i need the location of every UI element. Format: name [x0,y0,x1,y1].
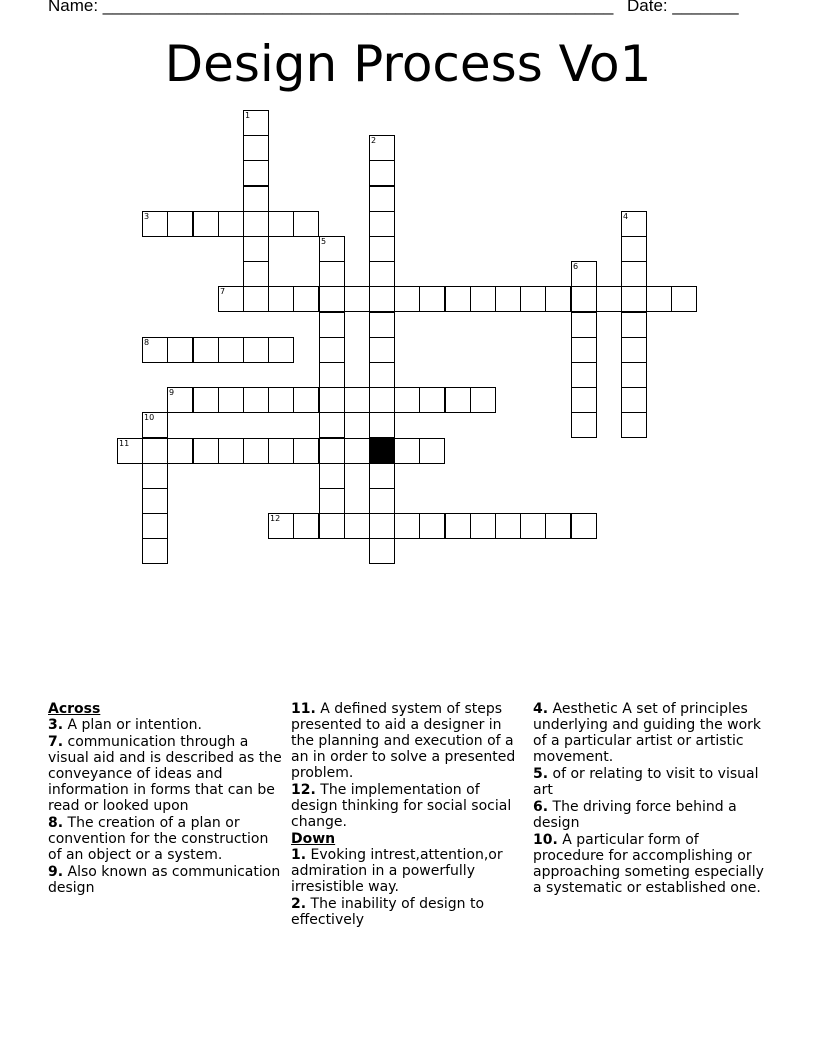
grid-cell[interactable] [142,488,168,514]
grid-cell[interactable] [193,387,219,413]
clue-number-label: 3 [144,212,150,221]
clue-number-label: 9 [169,388,175,397]
grid-cell[interactable] [268,337,294,363]
grid-cell[interactable] [369,236,395,262]
grid-cell[interactable] [495,513,521,539]
grid-cell[interactable] [621,362,647,388]
clue-text: The implementation of design thinking for social social change. [291,782,512,830]
clue-number: 2. [291,896,307,912]
grid-cell[interactable] [369,286,395,312]
grid-cell[interactable] [268,286,294,312]
grid-cell[interactable] [218,286,244,312]
grid-cell[interactable] [419,513,445,539]
grid-cell[interactable] [218,438,244,464]
grid-cell[interactable] [369,312,395,338]
grid-cell[interactable] [293,286,319,312]
grid-cell[interactable] [117,438,143,464]
clue-text: A plan or intention. [63,717,202,733]
grid-cell[interactable] [319,513,345,539]
grid-cell[interactable] [268,387,294,413]
across-clue-9 [48,864,284,896]
grid-cell[interactable] [445,513,471,539]
grid-cell[interactable] [319,261,345,287]
grid-cell[interactable] [495,286,521,312]
clue-text: The inability of design to effectively [291,896,485,928]
grid-cell[interactable] [545,513,571,539]
grid-cell[interactable] [218,337,244,363]
grid-cell[interactable] [193,337,219,363]
clue-text: A particular form of procedure for accomplishing or approaching someting especially a systematic or established one. [533,832,764,896]
clue-number: 7. [48,734,64,750]
grid-cell[interactable] [621,312,647,338]
grid-cell[interactable] [571,261,597,287]
grid-cell[interactable] [621,211,647,237]
grid-cell[interactable] [369,211,395,237]
grid-cell[interactable] [319,412,345,438]
grid-cell[interactable] [445,387,471,413]
grid-cell[interactable] [319,463,345,489]
down-clue-4 [533,701,769,765]
grid-cell[interactable] [319,438,345,464]
date-field[interactable]: Date: _______ [627,0,739,15]
grid-cell[interactable] [344,513,370,539]
clue-number: 8. [48,815,64,831]
grid-cell[interactable] [571,286,597,312]
clue-number-label: 6 [573,262,579,271]
grid-cell[interactable] [142,438,168,464]
grid-cell[interactable] [470,387,496,413]
grid-cell[interactable] [193,438,219,464]
grid-cell[interactable] [243,135,269,161]
grid-cell[interactable] [319,286,345,312]
grid-cell[interactable] [344,387,370,413]
grid-cell[interactable] [319,488,345,514]
grid-cell[interactable] [243,261,269,287]
grid-cell[interactable] [218,387,244,413]
grid-cell[interactable] [142,538,168,564]
down-clue-10 [533,832,769,896]
grid-cell[interactable] [394,438,420,464]
grid-cell[interactable] [394,286,420,312]
grid-cell[interactable] [621,412,647,438]
grid-cell[interactable] [369,513,395,539]
clue-number-label: 11 [119,439,130,448]
grid-cell[interactable] [243,286,269,312]
across-clue-3 [48,717,284,733]
grid-cell[interactable] [369,387,395,413]
grid-cell[interactable] [218,211,244,237]
grid-cell[interactable] [621,387,647,413]
grid-cell[interactable] [621,337,647,363]
clue-number: 3. [48,717,64,733]
grid-cell[interactable] [520,286,546,312]
grid-cell[interactable] [369,538,395,564]
clue-number: 11. [291,701,316,717]
grid-cell[interactable] [243,160,269,186]
grid-cell[interactable] [293,438,319,464]
grid-cell[interactable] [596,286,622,312]
clue-number-label: 8 [144,338,150,347]
grid-cell[interactable] [293,513,319,539]
grid-cell[interactable] [394,513,420,539]
grid-cell[interactable] [545,286,571,312]
grid-cell[interactable] [419,387,445,413]
grid-cell[interactable] [470,513,496,539]
grid-cell[interactable] [344,438,370,464]
clue-number: 5. [533,766,549,782]
across-clue-8 [48,815,284,863]
grid-block-cell [369,438,395,464]
down-clue-1 [291,847,527,895]
grid-cell[interactable] [167,211,193,237]
grid-cell[interactable] [369,337,395,363]
grid-cell[interactable] [243,211,269,237]
grid-cell[interactable] [167,337,193,363]
grid-cell[interactable] [671,286,697,312]
clue-number-label: 10 [144,413,155,422]
grid-cell[interactable] [394,387,420,413]
grid-cell[interactable] [268,211,294,237]
page-title: Design Process Vo1 [164,35,652,93]
down-heading: Down [291,831,336,847]
grid-cell[interactable] [243,110,269,136]
grid-cell[interactable] [319,236,345,262]
down-clue-6 [533,799,769,831]
clue-number: 9. [48,864,64,880]
grid-cell[interactable] [369,160,395,186]
grid-cell[interactable] [268,513,294,539]
clue-text: Also known as communication design [48,864,281,896]
clue-text: Evoking intrest,attention,or admiration in a powerfully irresistible way. [291,847,503,895]
grid-cell[interactable] [369,412,395,438]
down-clue-2 [291,896,527,928]
clue-column-1 [48,701,284,897]
grid-cell[interactable] [167,387,193,413]
clue-text: Aesthetic A set of principles underlying and guiding the work of a particular artist or artistic movement. [533,701,762,765]
clue-text: The driving force behind a design [533,799,737,831]
grid-cell[interactable] [319,312,345,338]
grid-cell[interactable] [571,513,597,539]
grid-cell[interactable] [445,286,471,312]
grid-cell[interactable] [243,236,269,262]
grid-cell[interactable] [319,387,345,413]
grid-cell[interactable] [142,412,168,438]
grid-cell[interactable] [646,286,672,312]
grid-cell[interactable] [419,438,445,464]
grid-cell[interactable] [243,337,269,363]
grid-cell[interactable] [193,211,219,237]
grid-cell[interactable] [319,362,345,388]
grid-cell[interactable] [243,387,269,413]
name-field[interactable]: Name: ______________________________________________________ [48,0,614,15]
grid-cell[interactable] [142,513,168,539]
across-heading: Across [48,701,101,717]
grid-cell[interactable] [621,261,647,287]
clue-number-label: 12 [270,514,281,523]
clue-text: of or relating to visit to visual art [533,766,759,798]
clue-text: A defined system of steps presented to aid a designer in the planning and execution of a an in order to solve a presented problem. [291,701,516,781]
grid-cell[interactable] [621,236,647,262]
grid-cell[interactable] [369,135,395,161]
grid-cell[interactable] [419,286,445,312]
clue-number: 10. [533,832,558,848]
grid-cell[interactable] [571,337,597,363]
clue-number: 1. [291,847,307,863]
grid-cell[interactable] [319,337,345,363]
grid-cell[interactable] [571,387,597,413]
across-clue-11 [291,701,527,781]
grid-cell[interactable] [571,412,597,438]
grid-cell[interactable] [571,312,597,338]
across-clue-7 [48,734,284,814]
grid-cell[interactable] [344,286,370,312]
grid-cell[interactable] [293,387,319,413]
grid-cell[interactable] [571,362,597,388]
grid-cell[interactable] [621,286,647,312]
grid-cell[interactable] [369,362,395,388]
clue-number-label: 7 [220,287,226,296]
clue-number-label: 1 [245,111,251,120]
grid-cell[interactable] [470,286,496,312]
grid-cell[interactable] [243,438,269,464]
clue-column-3 [533,701,769,897]
grid-cell[interactable] [167,438,193,464]
down-clue-5 [533,766,769,798]
grid-cell[interactable] [142,337,168,363]
grid-cell[interactable] [520,513,546,539]
grid-cell[interactable] [293,211,319,237]
clue-text: communication through a visual aid and is described as the conveyance of ideas and information in forms that can be read or looked upon [48,734,282,814]
clue-number: 12. [291,782,316,798]
grid-cell[interactable] [369,186,395,212]
grid-cell[interactable] [268,438,294,464]
grid-cell[interactable] [142,463,168,489]
clue-number-label: 5 [321,237,327,246]
clue-number: 4. [533,701,549,717]
grid-cell[interactable] [369,463,395,489]
clue-number: 6. [533,799,549,815]
clue-number-label: 4 [623,212,629,221]
grid-cell[interactable] [369,261,395,287]
grid-cell[interactable] [243,186,269,212]
clue-column-2 [291,701,527,929]
grid-cell[interactable] [369,488,395,514]
clue-number-label: 2 [371,136,377,145]
clue-text: The creation of a plan or convention for the construction of an object or a system. [48,815,269,863]
grid-cell[interactable] [142,211,168,237]
across-clue-12 [291,782,527,830]
